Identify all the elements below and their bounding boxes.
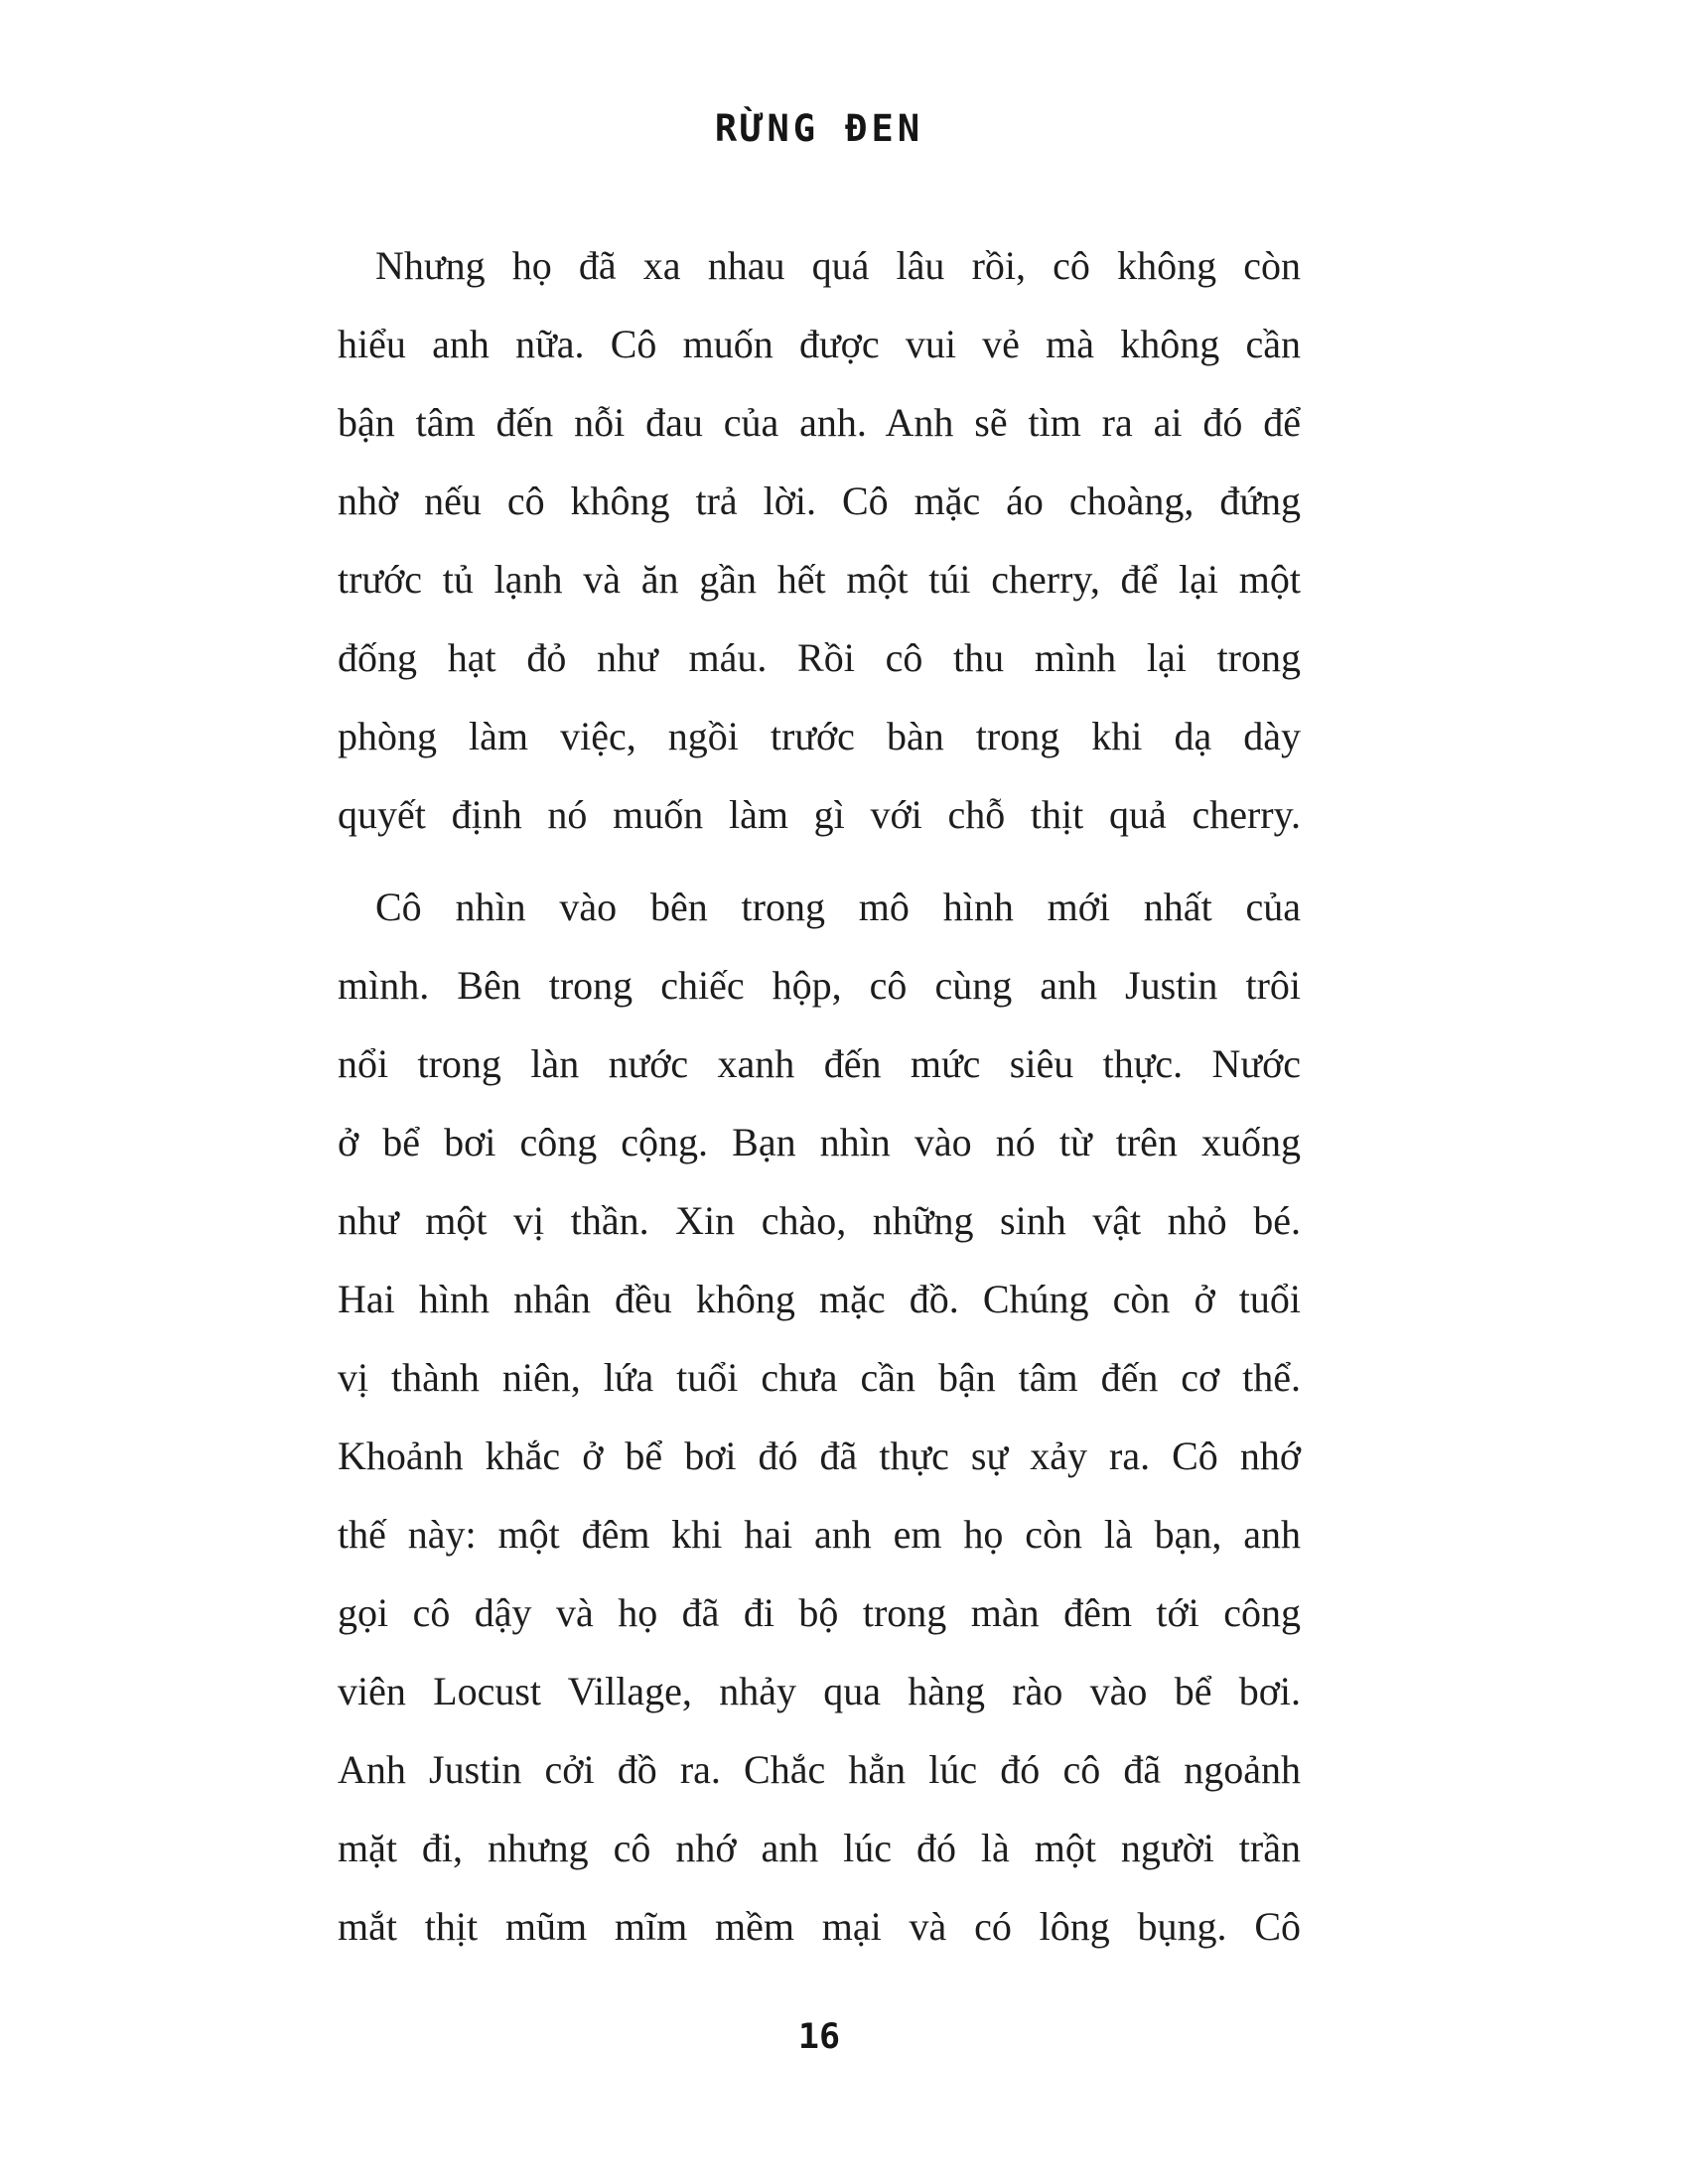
body-text-line: mình. Bên trong chiếc hộp, cô cùng anh Justin trôi: [338, 963, 1301, 1008]
body-text-line: thế này: một đêm khi hai anh em họ còn là bạn, anh: [338, 1512, 1301, 1557]
body-text-line: nổi trong làn nước xanh đến mức siêu thực. Nước: [338, 1041, 1301, 1086]
body-text-line: Cô nhìn vào bên trong mô hình mới nhất của: [375, 885, 1301, 929]
paragraph-2: [338, 868, 1301, 1966]
body-text-line: gọi cô dậy và họ đã đi bộ trong màn đêm tới công: [338, 1590, 1301, 1635]
body-text-line: viên Locust Village, nhảy qua hàng rào vào bể bơi.: [338, 1669, 1301, 1713]
body-text-line: Anh Justin cởi đồ ra. Chắc hẳn lúc đó cô đã ngoảnh: [338, 1747, 1301, 1792]
body-text-line: nhờ nếu cô không trả lời. Cô mặc áo choàng, đứng: [338, 478, 1301, 523]
body-text-line: phòng làm việc, ngồi trước bàn trong khi dạ dày: [338, 714, 1301, 758]
paragraph-1: [338, 226, 1301, 854]
body-text-line: trước tủ lạnh và ăn gần hết một túi cherry, để lại một: [338, 557, 1301, 602]
body-text-line: ở bể bơi công cộng. Bạn nhìn vào nó từ trên xuống: [338, 1120, 1301, 1164]
body-text-line: vị thành niên, lứa tuổi chưa cần bận tâm đến cơ thể.: [338, 1355, 1301, 1400]
body-text-line: hiểu anh nữa. Cô muốn được vui vẻ mà không cần: [338, 322, 1301, 366]
page-number: 16: [797, 2017, 841, 2057]
body-text-line: như một vị thần. Xin chào, những sinh vật nhỏ bé.: [338, 1198, 1301, 1243]
body-text-line: Khoảnh khắc ở bể bơi đó đã thực sự xảy ra. Cô nhớ: [338, 1433, 1301, 1478]
body-text-line: đống hạt đỏ như máu. Rồi cô thu mình lại trong: [338, 635, 1301, 680]
body-text-line: quyết định nó muốn làm gì với chỗ thịt quả cherry.: [338, 792, 1301, 837]
body-text-line: bận tâm đến nỗi đau của anh. Anh sẽ tìm ra ai đó để: [338, 400, 1301, 445]
body-text: [338, 226, 1301, 1966]
body-text-line: mắt thịt mũm mĩm mềm mại và có lông bụng. Cô: [338, 1904, 1301, 1949]
running-header: RỪNG ĐEN: [714, 107, 924, 150]
body-text-line: mặt đi, nhưng cô nhớ anh lúc đó là một người trần: [338, 1826, 1301, 1870]
body-text-line: Nhưng họ đã xa nhau quá lâu rồi, cô không còn: [375, 243, 1301, 288]
body-text-line: Hai hình nhân đều không mặc đồ. Chúng còn ở tuổi: [338, 1277, 1301, 1321]
